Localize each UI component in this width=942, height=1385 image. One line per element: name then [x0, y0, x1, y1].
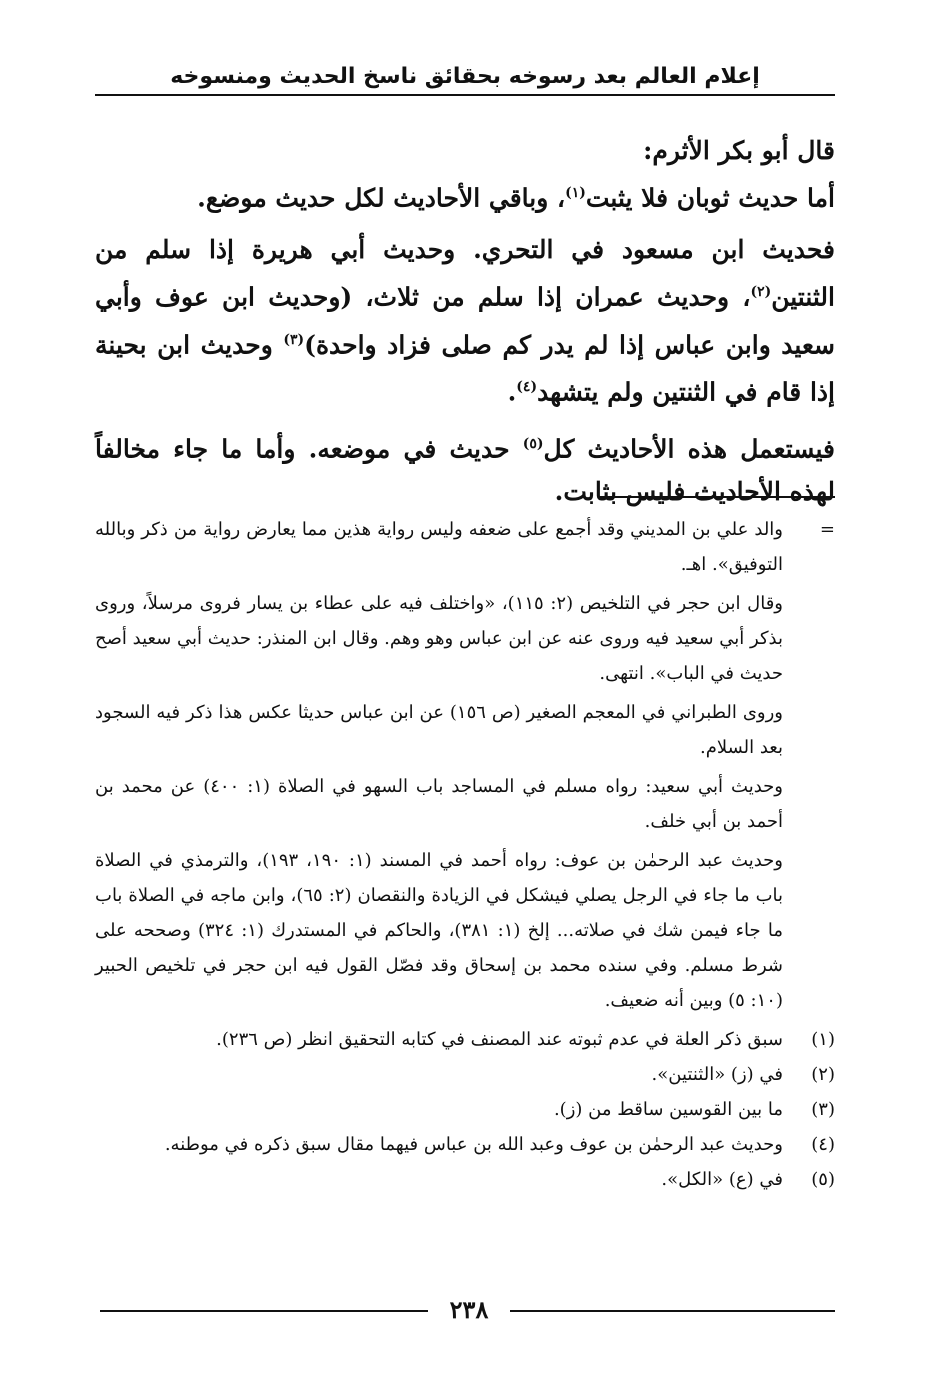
- paragraph-1: [95, 130, 835, 172]
- footnote-text: سبق ذكر العلة في عدم ثبوته عند المصنف في كتابه التحقيق انظر (ص ٢٣٦).: [216, 1029, 783, 1050]
- paragraph-3-text-after-3: .: [507, 377, 517, 407]
- footnote-marker: (٤): [811, 1134, 835, 1155]
- footnote-marker: (٥): [811, 1169, 835, 1190]
- paragraph-4-text: فيستعمل هذه الأحاديث كل: [543, 434, 835, 464]
- footer-rule-left: [100, 1310, 428, 1312]
- footnote-item: [95, 1022, 835, 1057]
- paragraph-2-text-after: ، وباقي الأحاديث لكل حديث موضع.: [197, 183, 566, 213]
- footnote-divider: [598, 496, 835, 498]
- paragraph-3: [95, 229, 835, 413]
- continuation-marker: =: [819, 519, 835, 540]
- footnote-ref-1: (١): [565, 185, 586, 201]
- paragraph-4: [95, 423, 835, 512]
- continuation-para: والد علي بن المديني وقد أجمع على ضعفه وليس رواية هذين مما يعارض رواية من ذكر وبالله التوفيق». اهـ.: [95, 519, 783, 575]
- footnote-ref-4: (٤): [516, 378, 538, 395]
- paragraph-3-text: فحديث ابن مسعود في التحري. وحديث أبي هريرة إذا سلم من الثنتين: [95, 235, 835, 312]
- header-divider: [95, 94, 835, 96]
- footer-rule-right: [510, 1310, 835, 1312]
- footnotes: [95, 512, 835, 1197]
- footnote-text: ما بين القوسين ساقط من (ز).: [553, 1099, 783, 1120]
- running-header: إعلام العالم بعد رسوخه بحقائق ناسخ الحديث ومنسوخه: [170, 64, 760, 89]
- paragraph-2: [95, 172, 835, 219]
- paragraph-4-text-after: حديث في موضعه. وأما ما جاء مخالفاً لهذه الأحاديث فليس بثابت.: [95, 434, 835, 506]
- continuation-para: وحديث عبد الرحمٰن بن عوف: رواه أحمد في المسند (١: ١٩٠، ١٩٣)، والترمذي في الصلاة باب ما جاء في الرجل يصلي فيشكل في الزيادة والنقصان (٢: ٦٥)، وابن ماجه في الصلاة باب ما جاء فيمن شك في صلاته... إلخ (١: ٣٨١)، والحاكم في المستدرك (١: ٣٢٤) وصححه على شرط مسلم. وفي سنده محمد بن إسحاق وقد فصّل القول فيه ابن حجر في تلخيص الحبير (١٠: ٥) وبين أنه ضعيف.: [95, 850, 784, 1011]
- footnote-ref-5: (٥): [522, 436, 544, 453]
- page-number: ٢٣٨: [449, 1295, 489, 1324]
- footnote-item: [95, 1127, 835, 1162]
- footnote-ref-2: (٢): [750, 284, 772, 301]
- continuation-text: [95, 512, 783, 1018]
- paragraph-1-text: قال أبو بكر الأثرم:: [643, 136, 835, 165]
- footnote-marker: (٢): [811, 1064, 835, 1085]
- footnote-text: في (ز) «الثنتين».: [651, 1064, 783, 1085]
- main-text: [95, 130, 835, 513]
- footnote-item: [95, 1162, 835, 1197]
- continuation-para: وروى الطبراني في المعجم الصغير (ص ١٥٦) عن ابن عباس حديثا عكس هذا ذكر فيه السجود بعد السلام.: [95, 702, 783, 758]
- continuation-para: وقال ابن حجر في التلخيص (٢: ١١٥)، «واختلف فيه على عطاء بن يسار فروى مرسلاً، وروى بذكر أبي سعيد فيه وروى عنه عن ابن عباس وهو وهم. وقال ابن المنذر: حديث أبي سعيد أصح حديث في الباب». انتهى.: [95, 593, 784, 684]
- paragraph-2-text: أما حديث ثوبان فلا يثبت: [585, 183, 835, 213]
- paragraph-3-text-after: ، وحديث عمران إذا سلم من ثلاث، (وحديث ابن عوف وأبي سعيد وابن عباس إذا لم يدر كم صلى فزاد واحدة): [95, 282, 835, 359]
- footnote-continuation: [95, 512, 835, 1018]
- footnote-item: [95, 1057, 835, 1092]
- footnote-item: [95, 1092, 835, 1127]
- footnote-marker: (٣): [811, 1099, 835, 1120]
- footnote-marker: (١): [811, 1029, 835, 1050]
- footnote-text: وحديث عبد الرحمٰن بن عوف وعبد الله بن عباس فيهما مقال سبق ذكره في موطنه.: [164, 1134, 783, 1155]
- footnote-text: في (ع) «الكل».: [661, 1169, 783, 1190]
- footnote-ref-3: (٣): [283, 331, 305, 348]
- continuation-para: وحديث أبي سعيد: رواه مسلم في المساجد باب السهو في الصلاة (١: ٤٠٠) عن محمد بن أحمد بن أبي خلف.: [95, 776, 783, 832]
- paragraph-3-text-after-2: وحديث ابن بحينة إذا قام في الثنتين ولم يتشهد: [95, 329, 835, 407]
